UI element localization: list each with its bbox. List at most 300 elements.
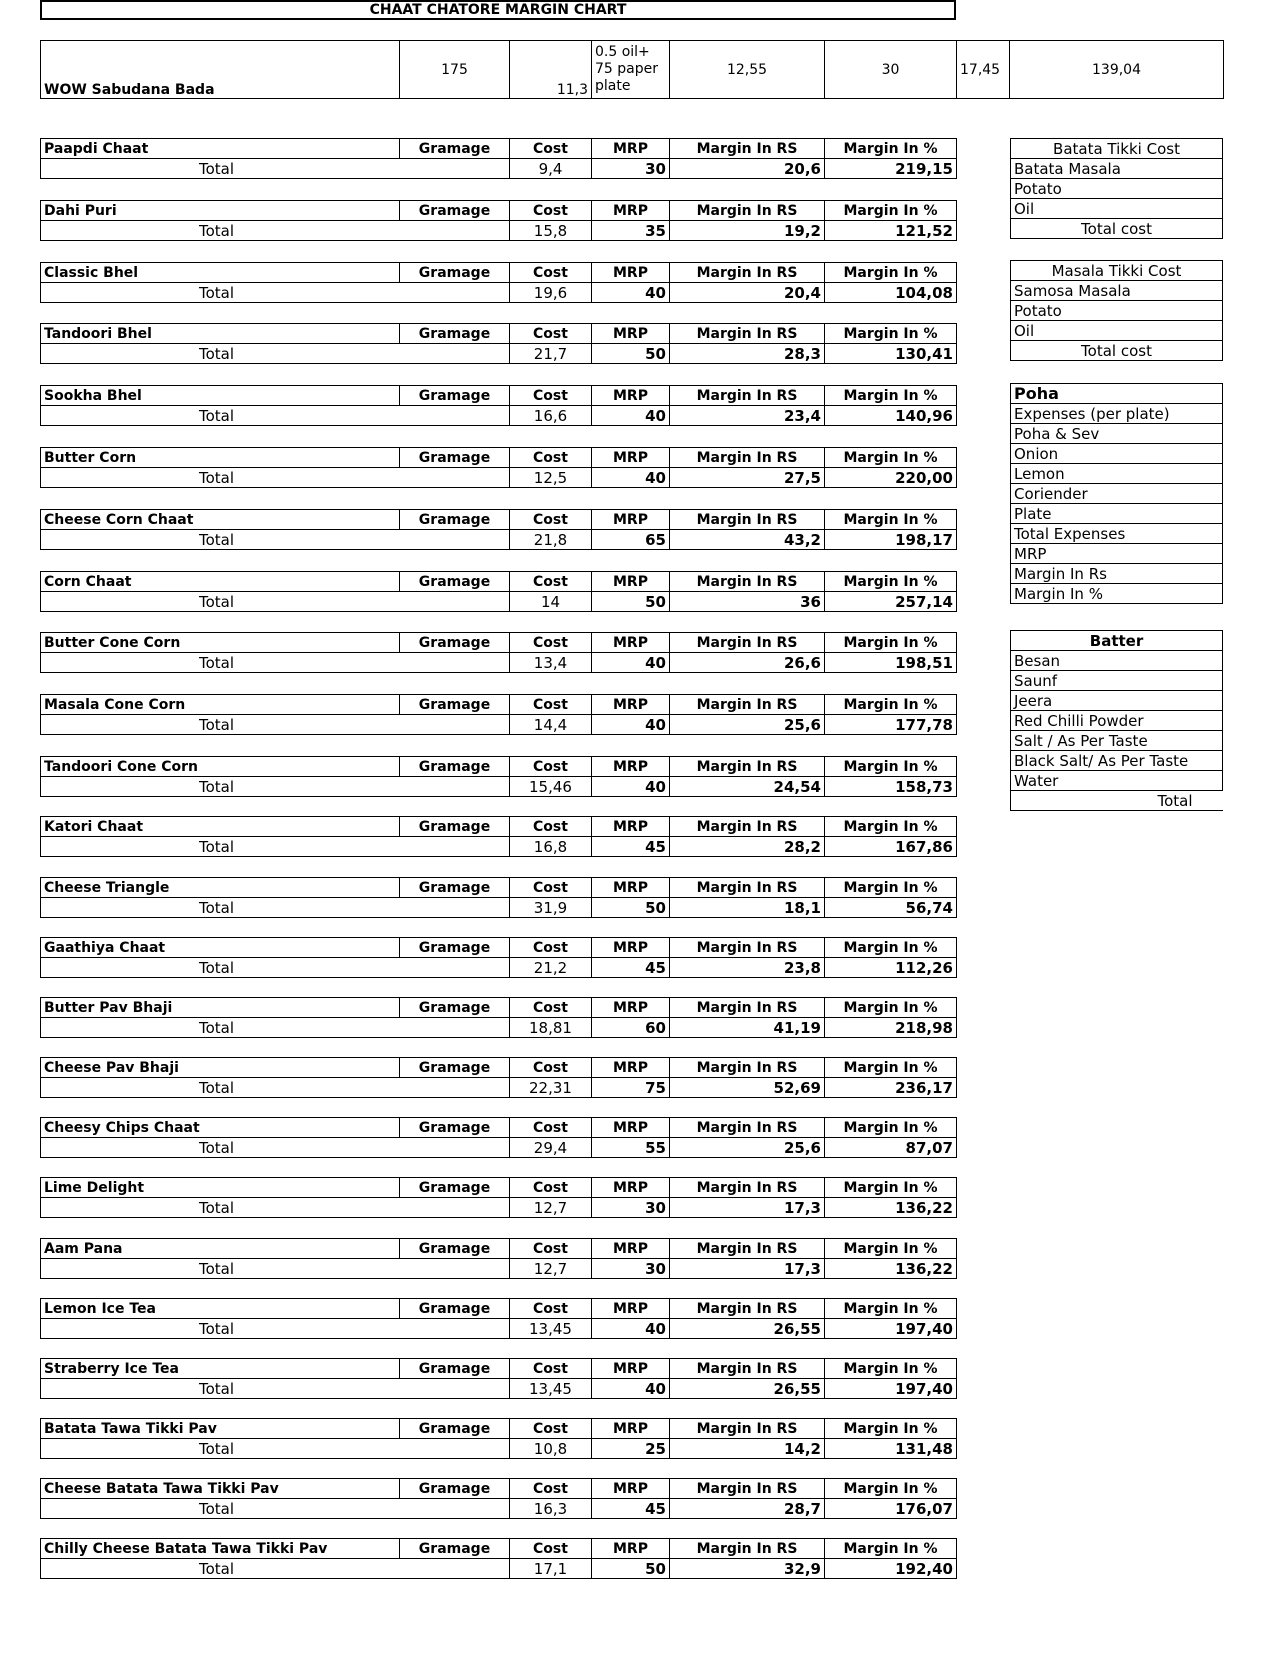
total-label: Total: [41, 777, 510, 797]
top-cost[interactable]: 11,3: [510, 41, 592, 99]
side-row[interactable]: Samosa Masala: [1011, 281, 1223, 301]
item-cost[interactable]: 13,45: [510, 1379, 592, 1399]
margin-rs-header: Margin In RS: [670, 1299, 825, 1319]
side-row[interactable]: Oil: [1011, 321, 1223, 341]
item-margin-pct[interactable]: 220,00: [825, 468, 957, 488]
item-table: [40, 937, 957, 978]
item-table: [40, 1538, 957, 1579]
item-margin-pct[interactable]: 197,40: [825, 1319, 957, 1339]
item-cost[interactable]: 16,8: [510, 837, 592, 857]
total-label: Total: [41, 1319, 510, 1339]
item-table: [40, 1358, 957, 1399]
margin-rs-header: Margin In RS: [670, 510, 825, 530]
item-cost[interactable]: 9,4: [510, 159, 592, 179]
item-name[interactable]: Lime Delight: [41, 1178, 400, 1198]
margin-pct-header: Margin In %: [825, 757, 957, 777]
margin-rs-header: Margin In RS: [670, 324, 825, 344]
gramage-header: Gramage: [400, 1419, 510, 1439]
total-label: Total: [41, 1018, 510, 1038]
total-label: Total: [41, 1078, 510, 1098]
item-cost[interactable]: 12,5: [510, 468, 592, 488]
cost-header: Cost: [510, 263, 592, 283]
item-margin-rs[interactable]: 28,7: [670, 1499, 825, 1519]
total-label: Total: [41, 653, 510, 673]
cost-header: Cost: [510, 510, 592, 530]
item-table: [40, 1418, 957, 1459]
item-name[interactable]: Dahi Puri: [41, 201, 400, 221]
margin-pct-header: Margin In %: [825, 386, 957, 406]
item-margin-rs[interactable]: 25,6: [670, 715, 825, 735]
item-mrp[interactable]: 30: [592, 1198, 670, 1218]
total-label: Total: [41, 715, 510, 735]
mrp-header: MRP: [592, 1299, 670, 1319]
item-margin-pct[interactable]: 121,52: [825, 221, 957, 241]
item-margin-rs[interactable]: 27,5: [670, 468, 825, 488]
item-name[interactable]: Butter Cone Corn: [41, 633, 400, 653]
total-label: Total: [41, 1138, 510, 1158]
item-name[interactable]: Lemon Ice Tea: [41, 1299, 400, 1319]
item-mrp[interactable]: 45: [592, 1499, 670, 1519]
margin-rs-header: Margin In RS: [670, 1539, 825, 1559]
item-cost[interactable]: 16,6: [510, 406, 592, 426]
side-row[interactable]: Batata Masala: [1011, 159, 1223, 179]
item-mrp[interactable]: 65: [592, 530, 670, 550]
item-cost[interactable]: 19,6: [510, 283, 592, 303]
cost-header: Cost: [510, 386, 592, 406]
item-margin-rs[interactable]: 32,9: [670, 1559, 825, 1579]
item-margin-rs[interactable]: 20,4: [670, 283, 825, 303]
item-name[interactable]: Batata Tawa Tikki Pav: [41, 1419, 400, 1439]
item-table: [40, 509, 957, 550]
item-margin-rs[interactable]: 18,1: [670, 898, 825, 918]
item-name[interactable]: Aam Pana: [41, 1239, 400, 1259]
margin-rs-header: Margin In RS: [670, 572, 825, 592]
total-label: Total: [41, 344, 510, 364]
item-margin-pct[interactable]: 158,73: [825, 777, 957, 797]
item-margin-rs[interactable]: 26,55: [670, 1319, 825, 1339]
item-margin-pct[interactable]: 112,26: [825, 958, 957, 978]
side-row[interactable]: MRP: [1011, 544, 1223, 564]
margin-pct-header: Margin In %: [825, 998, 957, 1018]
item-name[interactable]: Classic Bhel: [41, 263, 400, 283]
top-col7[interactable]: 17,45: [957, 41, 1010, 99]
total-label: Total: [41, 1379, 510, 1399]
gramage-header: Gramage: [400, 1239, 510, 1259]
item-cost[interactable]: 12,7: [510, 1198, 592, 1218]
margin-pct-header: Margin In %: [825, 139, 957, 159]
item-margin-pct[interactable]: 140,96: [825, 406, 957, 426]
item-name[interactable]: Cheese Batata Tawa Tikki Pav: [41, 1479, 400, 1499]
item-name[interactable]: Sookha Bhel: [41, 386, 400, 406]
side-row[interactable]: Water: [1011, 771, 1223, 791]
item-cost[interactable]: 18,81: [510, 1018, 592, 1038]
total-label: Total: [41, 406, 510, 426]
side-row[interactable]: Coriender: [1011, 484, 1223, 504]
mrp-header: MRP: [592, 1539, 670, 1559]
side-row[interactable]: Lemon: [1011, 464, 1223, 484]
total-label: Total: [41, 898, 510, 918]
top-col5[interactable]: 12,55: [670, 41, 825, 99]
item-cost[interactable]: 13,45: [510, 1319, 592, 1339]
margin-pct-header: Margin In %: [825, 324, 957, 344]
cost-header: Cost: [510, 1239, 592, 1259]
batter-title: Batter: [1011, 631, 1223, 651]
item-cost[interactable]: 21,2: [510, 958, 592, 978]
item-margin-pct[interactable]: 177,78: [825, 715, 957, 735]
side-row[interactable]: Onion: [1011, 444, 1223, 464]
margin-pct-header: Margin In %: [825, 633, 957, 653]
item-mrp[interactable]: 30: [592, 159, 670, 179]
side-row[interactable]: Potato: [1011, 301, 1223, 321]
item-margin-rs[interactable]: 23,8: [670, 958, 825, 978]
mrp-header: MRP: [592, 1058, 670, 1078]
item-margin-pct[interactable]: 198,17: [825, 530, 957, 550]
margin-pct-header: Margin In %: [825, 263, 957, 283]
top-note[interactable]: 0.5 oil+ 75 paper plate: [592, 41, 670, 99]
mrp-header: MRP: [592, 386, 670, 406]
item-margin-pct[interactable]: 131,48: [825, 1439, 957, 1459]
margin-rs-header: Margin In RS: [670, 938, 825, 958]
cost-header: Cost: [510, 1419, 592, 1439]
margin-pct-header: Margin In %: [825, 1239, 957, 1259]
masala-tikki-table: [1010, 260, 1223, 361]
item-name[interactable]: Gaathiya Chaat: [41, 938, 400, 958]
gramage-header: Gramage: [400, 938, 510, 958]
cost-header: Cost: [510, 201, 592, 221]
item-name[interactable]: Cheesy Chips Chaat: [41, 1118, 400, 1138]
item-name[interactable]: Katori Chaat: [41, 817, 400, 837]
cost-header: Cost: [510, 448, 592, 468]
gramage-header: Gramage: [400, 1479, 510, 1499]
item-name[interactable]: Paapdi Chaat: [41, 139, 400, 159]
item-cost[interactable]: 17,1: [510, 1559, 592, 1579]
margin-rs-header: Margin In RS: [670, 1118, 825, 1138]
top-col6[interactable]: 30: [825, 41, 957, 99]
gramage-header: Gramage: [400, 448, 510, 468]
item-margin-rs[interactable]: 43,2: [670, 530, 825, 550]
margin-pct-header: Margin In %: [825, 510, 957, 530]
side-row[interactable]: Jeera: [1011, 691, 1223, 711]
cost-header: Cost: [510, 1178, 592, 1198]
item-margin-pct[interactable]: 130,41: [825, 344, 957, 364]
side-row[interactable]: Besan: [1011, 651, 1223, 671]
item-name[interactable]: Corn Chaat: [41, 572, 400, 592]
side-row[interactable]: Saunf: [1011, 671, 1223, 691]
item-cost[interactable]: 22,31: [510, 1078, 592, 1098]
item-name[interactable]: Masala Cone Corn: [41, 695, 400, 715]
cost-header: Cost: [510, 633, 592, 653]
item-mrp[interactable]: 60: [592, 1018, 670, 1038]
item-mrp[interactable]: 40: [592, 468, 670, 488]
mrp-header: MRP: [592, 695, 670, 715]
margin-rs-header: Margin In RS: [670, 201, 825, 221]
margin-rs-header: Margin In RS: [670, 695, 825, 715]
cost-header: Cost: [510, 938, 592, 958]
item-margin-pct[interactable]: 87,07: [825, 1138, 957, 1158]
item-table: [40, 138, 957, 179]
cost-header: Cost: [510, 695, 592, 715]
margin-pct-header: Margin In %: [825, 1058, 957, 1078]
item-mrp[interactable]: 40: [592, 1319, 670, 1339]
total-label: Total: [41, 1499, 510, 1519]
item-mrp[interactable]: 40: [592, 777, 670, 797]
side-row[interactable]: Margin In Rs: [1011, 564, 1223, 584]
item-mrp[interactable]: 35: [592, 221, 670, 241]
item-mrp[interactable]: 50: [592, 344, 670, 364]
top-col8[interactable]: 139,04: [1010, 41, 1224, 99]
batter-table: [1010, 630, 1223, 811]
margin-pct-header: Margin In %: [825, 448, 957, 468]
mrp-header: MRP: [592, 324, 670, 344]
gramage-header: Gramage: [400, 572, 510, 592]
item-margin-rs[interactable]: 17,3: [670, 1259, 825, 1279]
gramage-header: Gramage: [400, 817, 510, 837]
item-cost[interactable]: 15,8: [510, 221, 592, 241]
sheet-title: CHAAT CHATORE MARGIN CHART: [40, 0, 956, 20]
side-row[interactable]: Potato: [1011, 179, 1223, 199]
item-name[interactable]: Cheese Corn Chaat: [41, 510, 400, 530]
cost-header: Cost: [510, 878, 592, 898]
item-mrp[interactable]: 25: [592, 1439, 670, 1459]
gramage-header: Gramage: [400, 1539, 510, 1559]
item-mrp[interactable]: 40: [592, 653, 670, 673]
cost-header: Cost: [510, 1118, 592, 1138]
margin-rs-header: Margin In RS: [670, 1419, 825, 1439]
margin-rs-header: Margin In RS: [670, 139, 825, 159]
item-name[interactable]: Tandoori Cone Corn: [41, 757, 400, 777]
item-cost[interactable]: 16,3: [510, 1499, 592, 1519]
item-margin-rs[interactable]: 28,3: [670, 344, 825, 364]
margin-rs-header: Margin In RS: [670, 386, 825, 406]
item-cost[interactable]: 15,46: [510, 777, 592, 797]
item-margin-pct[interactable]: 257,14: [825, 592, 957, 612]
batata-tikki-table: [1010, 138, 1223, 239]
item-margin-rs[interactable]: 36: [670, 592, 825, 612]
item-margin-pct[interactable]: 197,40: [825, 1379, 957, 1399]
gramage-header: Gramage: [400, 386, 510, 406]
item-cost[interactable]: 10,8: [510, 1439, 592, 1459]
item-mrp[interactable]: 40: [592, 1379, 670, 1399]
item-table: [40, 323, 957, 364]
mrp-header: MRP: [592, 139, 670, 159]
side-row[interactable]: Margin In %: [1011, 584, 1223, 604]
side-row[interactable]: Oil: [1011, 199, 1223, 219]
item-margin-rs[interactable]: 25,6: [670, 1138, 825, 1158]
item-table: [40, 1478, 957, 1519]
item-margin-pct[interactable]: 136,22: [825, 1259, 957, 1279]
item-margin-rs[interactable]: 26,55: [670, 1379, 825, 1399]
item-cost[interactable]: 21,8: [510, 530, 592, 550]
item-table: [40, 877, 957, 918]
total-label: Total: [41, 1198, 510, 1218]
side-row[interactable]: Expenses (per plate): [1011, 404, 1223, 424]
item-table: [40, 447, 957, 488]
item-margin-pct[interactable]: 176,07: [825, 1499, 957, 1519]
item-margin-rs[interactable]: 19,2: [670, 221, 825, 241]
margin-pct-header: Margin In %: [825, 695, 957, 715]
margin-pct-header: Margin In %: [825, 1359, 957, 1379]
batata-tikki-total[interactable]: Total cost: [1011, 219, 1223, 239]
item-cost[interactable]: 29,4: [510, 1138, 592, 1158]
item-margin-pct[interactable]: 56,74: [825, 898, 957, 918]
item-margin-rs[interactable]: 28,2: [670, 837, 825, 857]
side-row[interactable]: Poha & Sev: [1011, 424, 1223, 444]
margin-rs-header: Margin In RS: [670, 1479, 825, 1499]
item-cost[interactable]: 14,4: [510, 715, 592, 735]
mrp-header: MRP: [592, 878, 670, 898]
margin-rs-header: Margin In RS: [670, 633, 825, 653]
cost-header: Cost: [510, 1299, 592, 1319]
gramage-header: Gramage: [400, 263, 510, 283]
item-table: [40, 1298, 957, 1339]
mrp-header: MRP: [592, 1178, 670, 1198]
batter-total[interactable]: Total: [1011, 791, 1223, 811]
item-cost[interactable]: 12,7: [510, 1259, 592, 1279]
gramage-header: Gramage: [400, 1299, 510, 1319]
margin-rs-header: Margin In RS: [670, 757, 825, 777]
mrp-header: MRP: [592, 448, 670, 468]
item-table: [40, 385, 957, 426]
item-name[interactable]: Butter Corn: [41, 448, 400, 468]
item-name[interactable]: Cheese Pav Bhaji: [41, 1058, 400, 1078]
item-margin-pct[interactable]: 236,17: [825, 1078, 957, 1098]
item-margin-pct[interactable]: 167,86: [825, 837, 957, 857]
gramage-header: Gramage: [400, 1359, 510, 1379]
total-label: Total: [41, 1559, 510, 1579]
cost-header: Cost: [510, 324, 592, 344]
item-margin-rs[interactable]: 24,54: [670, 777, 825, 797]
item-table: [40, 756, 957, 797]
item-cost[interactable]: 13,4: [510, 653, 592, 673]
mrp-header: MRP: [592, 1239, 670, 1259]
item-mrp[interactable]: 40: [592, 715, 670, 735]
masala-tikki-title: Masala Tikki Cost: [1011, 261, 1223, 281]
item-margin-rs[interactable]: 41,19: [670, 1018, 825, 1038]
gramage-header: Gramage: [400, 998, 510, 1018]
item-mrp[interactable]: 30: [592, 1259, 670, 1279]
item-name[interactable]: Straberry Ice Tea: [41, 1359, 400, 1379]
item-mrp[interactable]: 50: [592, 592, 670, 612]
margin-pct-header: Margin In %: [825, 1479, 957, 1499]
gramage-header: Gramage: [400, 139, 510, 159]
margin-pct-header: Margin In %: [825, 201, 957, 221]
item-mrp[interactable]: 55: [592, 1138, 670, 1158]
margin-pct-header: Margin In %: [825, 1118, 957, 1138]
margin-rs-header: Margin In RS: [670, 878, 825, 898]
item-margin-rs[interactable]: 23,4: [670, 406, 825, 426]
total-label: Total: [41, 530, 510, 550]
item-cost[interactable]: 31,9: [510, 898, 592, 918]
item-margin-rs[interactable]: 17,3: [670, 1198, 825, 1218]
batata-tikki-title: Batata Tikki Cost: [1011, 139, 1223, 159]
item-margin-rs[interactable]: 20,6: [670, 159, 825, 179]
item-mrp[interactable]: 50: [592, 898, 670, 918]
side-row[interactable]: Red Chilli Powder: [1011, 711, 1223, 731]
item-name[interactable]: Chilly Cheese Batata Tawa Tikki Pav: [41, 1539, 400, 1559]
margin-rs-header: Margin In RS: [670, 1058, 825, 1078]
margin-rs-header: Margin In RS: [670, 448, 825, 468]
cost-header: Cost: [510, 1539, 592, 1559]
item-table: [40, 632, 957, 673]
poha-table: [1010, 383, 1223, 604]
item-margin-pct[interactable]: 136,22: [825, 1198, 957, 1218]
item-mrp[interactable]: 50: [592, 1559, 670, 1579]
item-table: [40, 571, 957, 612]
item-mrp[interactable]: 75: [592, 1078, 670, 1098]
item-table: [40, 1177, 957, 1218]
mrp-header: MRP: [592, 817, 670, 837]
gramage-header: Gramage: [400, 1058, 510, 1078]
margin-pct-header: Margin In %: [825, 1178, 957, 1198]
item-table: [40, 816, 957, 857]
mrp-header: MRP: [592, 201, 670, 221]
item-margin-pct[interactable]: 192,40: [825, 1559, 957, 1579]
item-name[interactable]: Butter Pav Bhaji: [41, 998, 400, 1018]
mrp-header: MRP: [592, 1359, 670, 1379]
margin-pct-header: Margin In %: [825, 1419, 957, 1439]
top-gramage[interactable]: 175: [400, 41, 510, 99]
item-cost[interactable]: 14: [510, 592, 592, 612]
item-mrp[interactable]: 40: [592, 406, 670, 426]
margin-rs-header: Margin In RS: [670, 1359, 825, 1379]
mrp-header: MRP: [592, 757, 670, 777]
side-row[interactable]: Total Expenses: [1011, 524, 1223, 544]
mrp-header: MRP: [592, 998, 670, 1018]
item-margin-rs[interactable]: 26,6: [670, 653, 825, 673]
gramage-header: Gramage: [400, 633, 510, 653]
cost-header: Cost: [510, 1058, 592, 1078]
item-name[interactable]: Cheese Triangle: [41, 878, 400, 898]
item-mrp[interactable]: 45: [592, 837, 670, 857]
item-name[interactable]: Tandoori Bhel: [41, 324, 400, 344]
masala-tikki-total[interactable]: Total cost: [1011, 341, 1223, 361]
margin-rs-header: Margin In RS: [670, 263, 825, 283]
top-item-name[interactable]: WOW Sabudana Bada: [41, 41, 400, 99]
item-cost[interactable]: 21,7: [510, 344, 592, 364]
total-label: Total: [41, 1259, 510, 1279]
margin-pct-header: Margin In %: [825, 938, 957, 958]
side-row[interactable]: Plate: [1011, 504, 1223, 524]
cost-header: Cost: [510, 1359, 592, 1379]
item-mrp[interactable]: 40: [592, 283, 670, 303]
side-row[interactable]: Salt / As Per Taste: [1011, 731, 1223, 751]
item-margin-pct[interactable]: 218,98: [825, 1018, 957, 1038]
item-table: [40, 200, 957, 241]
mrp-header: MRP: [592, 263, 670, 283]
total-label: Total: [41, 592, 510, 612]
item-margin-rs[interactable]: 52,69: [670, 1078, 825, 1098]
item-margin-pct[interactable]: 198,51: [825, 653, 957, 673]
total-label: Total: [41, 283, 510, 303]
item-margin-pct[interactable]: 219,15: [825, 159, 957, 179]
gramage-header: Gramage: [400, 695, 510, 715]
side-row[interactable]: Black Salt/ As Per Taste: [1011, 751, 1223, 771]
item-table: [40, 997, 957, 1038]
margin-rs-header: Margin In RS: [670, 817, 825, 837]
cost-header: Cost: [510, 757, 592, 777]
cost-header: Cost: [510, 998, 592, 1018]
mrp-header: MRP: [592, 938, 670, 958]
item-mrp[interactable]: 45: [592, 958, 670, 978]
item-margin-pct[interactable]: 104,08: [825, 283, 957, 303]
item-margin-rs[interactable]: 14,2: [670, 1439, 825, 1459]
margin-pct-header: Margin In %: [825, 1539, 957, 1559]
mrp-header: MRP: [592, 572, 670, 592]
total-label: Total: [41, 159, 510, 179]
margin-rs-header: Margin In RS: [670, 998, 825, 1018]
total-label: Total: [41, 958, 510, 978]
gramage-header: Gramage: [400, 878, 510, 898]
